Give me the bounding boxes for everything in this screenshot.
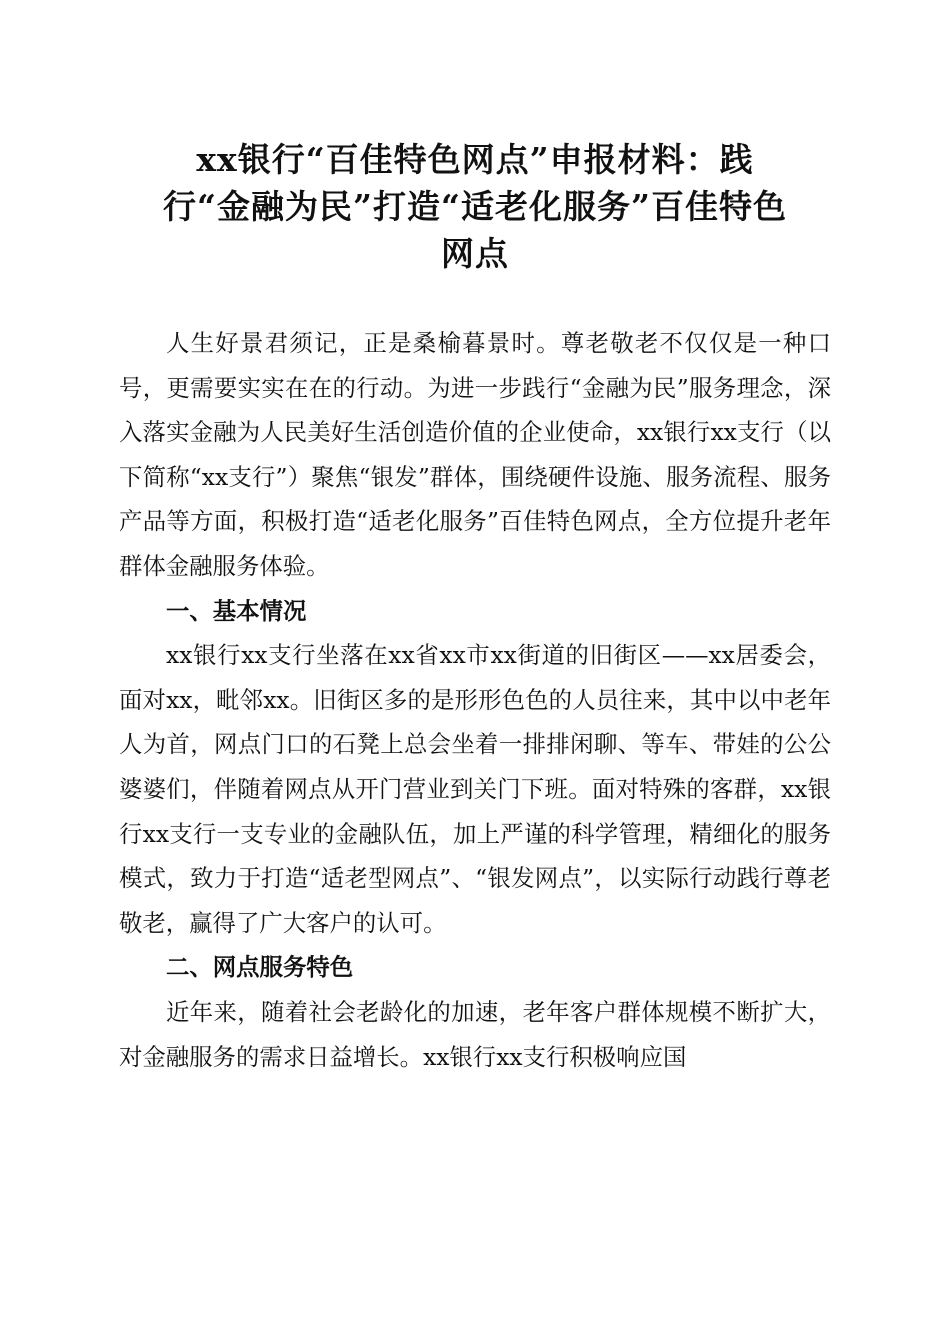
document-title	[118, 136, 832, 277]
section-paragraph-basic-info: xx银行xx支行坐落在xx省xx市xx街道的旧街区——xx居委会，面对xx，毗邻xx。旧街区多的是形形色色的人员往来，其中以中老年人为首，网点门口的石凳上总会坐着一排排闲聊、等车、带娃的公公婆婆们，伴随着网点从开门营业到关门下班。面对特殊的客群，xx银行xx支行一支专业的金融队伍，加上严谨的科学管理，精细化的服务模式，致力于打造“适老型网点”、“银发网点”，以实际行动践行尊老敬老，赢得了广大客户的认可。	[119, 641, 831, 937]
section-paragraph-service-features: 近年来，随着社会老龄化的加速，老年客户群体规模不断扩大，对金融服务的需求日益增长。xx银行xx支行积极响应国	[119, 997, 831, 1071]
section-heading-service-features: 二、网点服务特色	[166, 953, 354, 982]
section-heading-basic-info: 一、基本情况	[166, 596, 307, 625]
title-line-1: xx银行“百佳特色网点”申报材料：践	[196, 140, 754, 179]
document-body	[119, 321, 831, 1079]
intro-paragraph: 人生好景君须记，正是桑榆暮景时。尊老敬老不仅仅是一种口号，更需要实实在在的行动。为进一步践行“金融为民”服务理念，深入落实金融为人民美好生活创造价值的企业使命，xx银行xx支行（以下简称“xx支行”）聚焦“银发”群体，围绕硬件设施、服务流程、服务产品等方面，积极打造“适老化服务”百佳特色网点，全方位提升老年群体金融服务体验。	[119, 329, 831, 580]
title-line-2: 行“金融为民”打造“适老化服务”百佳特色	[163, 187, 787, 226]
title-line-3: 网点	[441, 234, 509, 273]
